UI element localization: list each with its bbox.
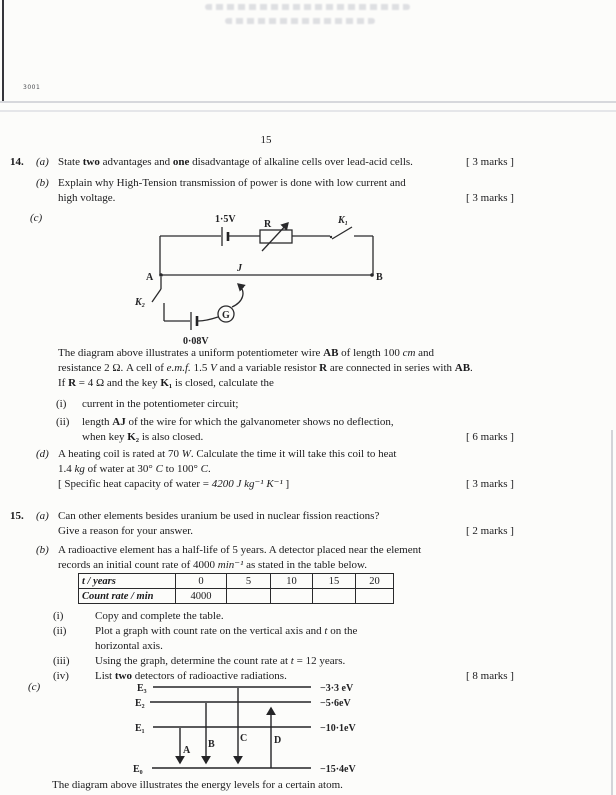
item-14c-ii-text-line2: when key K₂ is also closed. [82,431,204,443]
terminal-b-label: B [376,272,383,283]
battery-0-08v [191,312,197,330]
transition-arrows [180,688,271,768]
item-14a-text: State two advantages and one disadvantage of alkaline cells over lead-acid cells. [58,156,413,168]
table-cell-time-1: 5 [227,574,271,589]
item-15b-iv-label: (iv) [53,670,69,682]
transition-a-label: A [183,745,191,756]
item-14c-ii-text-line1: length AJ of the wire for which the galvanometer shows no deflection, [82,416,394,428]
question-14-number: 14. [10,156,24,168]
ghost-text-bleedthrough [225,18,375,24]
level-e1-value: −10·1eV [320,723,356,734]
form-code: 3001 [23,84,41,91]
table-cell-count-4 [356,589,394,604]
item-14c-label: (c) [30,212,43,224]
item-14d-text-line3: [ Specific heat capacity of water = 4200 J kg⁻¹ K⁻¹ ] [58,478,290,490]
question-15-number: 15. [10,510,24,522]
jockey-lead [232,284,243,307]
page-fold-line-bottom [0,110,616,112]
marks-14c: [ 6 marks ] [466,431,514,443]
emf-label: 1·5V [215,214,236,225]
item-15a-label: (a) [36,510,49,522]
circuit-wires [152,223,373,321]
item-15b-i-text: Copy and complete the table. [95,610,224,622]
item-14a-label: (a) [36,156,49,168]
page-fold-line-top [0,101,616,103]
terminal-b-dot [370,273,374,277]
item-14c-para-line2: resistance 2 Ω. A cell of e.m.f. 1.5 V and a variable resistor R are connected in series with AB. [58,362,473,374]
table-row-time [79,574,394,589]
key-k2-blade [152,289,161,302]
level-e0-label: E₀ [133,764,143,775]
table-cell-time-3: 15 [313,574,356,589]
table-cell-count-3 [313,589,356,604]
item-14b-label: (b) [36,177,49,189]
ghost-text-bleedthrough [205,4,410,10]
marks-14a: [ 3 marks ] [466,156,514,168]
item-15c-caption: The diagram above illustrates the energy levels for a certain atom. [52,779,343,791]
item-15b-iii-text: Using the graph, determine the count rate at t = 12 years. [95,655,346,667]
level-e2-value: −5·6eV [320,698,351,709]
item-14d-label: (d) [36,448,49,460]
item-14b-text-line2: high voltage. [58,192,116,204]
energy-level-diagram [110,676,410,780]
item-14d-text-line1: A heating coil is rated at 70 W. Calculate the time it will take this coil to heat [58,448,397,460]
item-15b-i-label: (i) [53,610,64,622]
item-15a-text-line1: Can other elements besides uranium be used in nuclear fission reactions? [58,510,380,522]
item-15c-label: (c) [28,681,41,693]
item-14b-text-line1: Explain why High-Tension transmission of power is done with low current and [58,177,406,189]
page-edge-shadow-right [611,430,613,795]
level-e3-value: −3·3 eV [320,683,354,694]
key2-label: K₂ [135,297,146,308]
table-cell-count-2 [271,589,313,604]
marks-15a: [ 2 marks ] [466,525,514,537]
galvanometer-label: G [222,310,230,321]
energy-level-lines [150,687,311,768]
item-15b-text-line2: records an initial count rate of 4000 min⁻¹ as stated in the table below. [58,559,367,571]
item-15a-text-line2: Give a reason for your answer. [58,525,194,537]
count-rate-table [78,573,394,604]
marks-14d: [ 3 marks ] [466,478,514,490]
terminal-a-dot [159,273,163,277]
level-e2-label: E₂ [135,698,145,709]
level-e0-value: −15·4eV [320,764,356,775]
item-14c-i-label: (i) [56,398,67,410]
table-header-count: Count rate / min [79,589,176,604]
item-15b-text-line1: A radioactive element has a half-life of 5 years. A detector placed near the element [58,544,422,556]
item-14c-para-line3: If R = 4 Ω and the key K₁ is closed, calculate the [58,377,274,389]
table-row-count [79,589,394,604]
item-15b-label: (b) [36,544,49,556]
item-15b-ii-text-line1: Plot a graph with count rate on the vertical axis and t on the [95,625,358,637]
item-14c-para-line1: The diagram above illustrates a uniform potentiometer wire AB of length 100 cm and [58,347,435,359]
key-k1-blade [332,227,352,239]
page-number: 15 [260,134,272,146]
marks-15b: [ 8 marks ] [466,670,514,682]
transition-c-label: C [240,733,248,744]
jockey-label: J [237,263,242,274]
key1-label: K₁ [338,215,349,226]
page-edge-shadow-left [2,0,4,102]
table-header-time: t / years [79,574,176,589]
item-14d-text-line2: 1.4 kg of water at 30° C to 100° C. [58,463,211,475]
item-14c-i-text: current in the potentiometer circuit; [82,398,239,410]
table-cell-count-0: 4000 [176,589,227,604]
item-15b-iii-label: (iii) [53,655,70,667]
item-15b-ii-label: (ii) [53,625,67,637]
table-cell-time-0: 0 [176,574,227,589]
transition-d-label: D [274,735,282,746]
item-14c-ii-label: (ii) [56,416,70,428]
table-cell-time-4: 20 [356,574,394,589]
table-cell-time-2: 10 [271,574,313,589]
table-cell-count-1 [227,589,271,604]
marks-14b: [ 3 marks ] [466,192,514,204]
cell-label: 0·08V [183,336,209,347]
level-e3-label: E₃ [137,683,147,694]
potentiometer-circuit-diagram [120,206,392,348]
item-15b-ii-text-line2: horizontal axis. [95,640,163,652]
resistor-label: R [264,219,272,230]
terminal-a-label: A [146,272,154,283]
transition-b-label: B [208,739,215,750]
battery-1-5v [222,227,228,246]
item-15b-iv-text: List two detectors of radioactive radiations. [95,670,287,682]
level-e1-label: E₁ [135,723,145,734]
